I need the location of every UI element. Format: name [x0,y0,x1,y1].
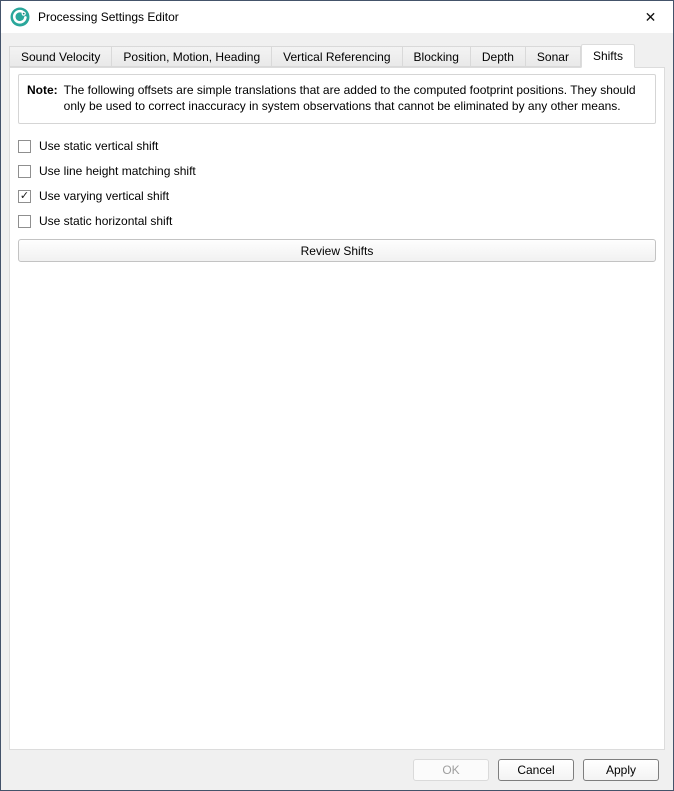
check-icon: ✓ [19,189,30,202]
close-icon[interactable]: ✕ [644,8,657,25]
checkbox-label[interactable]: Use static horizontal shift [39,214,173,229]
checkbox-row-line-height-matching-shift[interactable] [18,164,656,178]
checkbox-label[interactable]: Use varying vertical shift [39,189,170,204]
tab-sound-velocity[interactable]: Sound Velocity [9,46,112,67]
checkbox-varying-vertical-shift[interactable] [18,190,31,203]
dialog-footer [1,750,673,790]
checkbox-label[interactable]: Use static vertical shift [39,139,159,154]
tab-sonar[interactable]: Sonar [526,46,581,67]
tab-blocking[interactable]: Blocking [403,46,471,67]
checkbox-static-vertical-shift[interactable] [18,140,31,153]
checkbox-line-height-matching-shift[interactable] [18,165,31,178]
tab-shifts[interactable]: Shifts [581,44,635,68]
cancel-button[interactable]: Cancel [498,759,574,781]
note-box [18,74,656,124]
tab-strip [1,45,673,67]
app-logo-icon [10,7,30,27]
checkbox-row-static-vertical-shift[interactable] [18,139,656,153]
note-label: Note: [27,83,58,97]
tab-vertical-referencing[interactable]: Vertical Referencing [272,46,402,67]
titlebar [1,1,673,33]
apply-button[interactable]: Apply [583,759,659,781]
review-shifts-button[interactable]: Review Shifts [18,239,656,262]
checkbox-row-static-horizontal-shift[interactable] [18,214,656,228]
window-title: Processing Settings Editor [38,10,179,24]
ok-button[interactable]: OK [413,759,489,781]
checkbox-label[interactable]: Use line height matching shift [39,164,196,179]
titlebar-gap [1,33,673,45]
note-text: The following offsets are simple translations that are added to the computed footprint positions. They should only be used to correct inaccuracy in system observations that cannot be eliminated by any other means. [63,83,636,114]
shifts-tab-panel [9,67,665,750]
tab-position-motion-heading[interactable]: Position, Motion, Heading [112,46,272,67]
checkbox-row-varying-vertical-shift[interactable] [18,189,656,203]
tab-depth[interactable]: Depth [471,46,526,67]
shift-options [18,139,656,228]
checkbox-static-horizontal-shift[interactable] [18,215,31,228]
